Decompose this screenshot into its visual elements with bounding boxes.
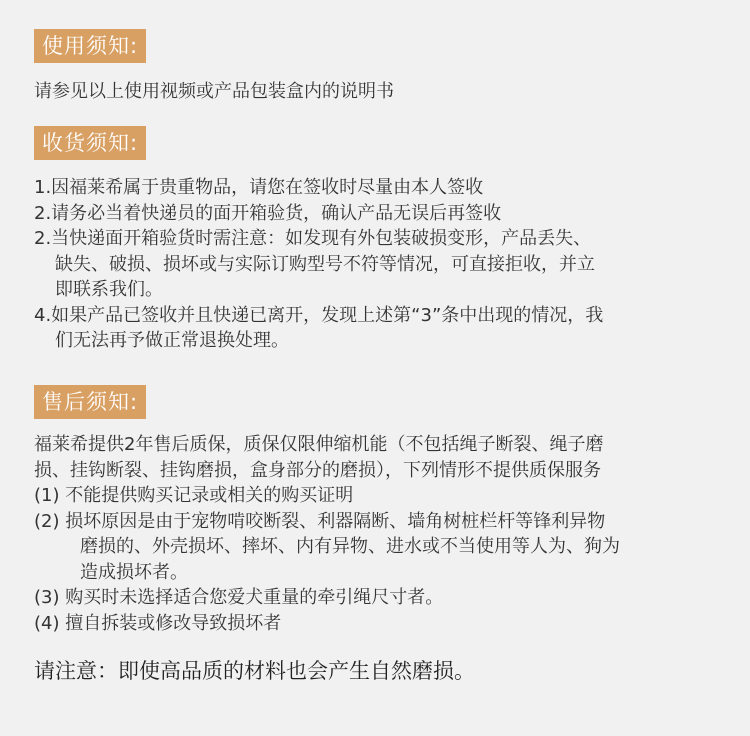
aftersale-line: (3) 购买时未选择适合您爱犬重量的牵引绳尺寸者。: [34, 587, 444, 608]
usage-section-body: [34, 79, 734, 105]
aftersale-line: (2) 损坏原因是由于宠物啃咬断裂、利器隔断、墙角树桩栏杆等锋利异物: [34, 510, 606, 532]
receipt-section-body: [34, 175, 734, 354]
receipt-line: 1.因福莱希属于贵重物品，请您在签收时尽量由本人签收: [34, 177, 484, 198]
usage-line: 请参见以上使用视频或产品包装盒内的说明书: [34, 81, 394, 102]
receipt-section-title: 收货须知:: [34, 126, 146, 160]
aftersale-line: 磨损的、外壳损坏、摔坏、内有异物、进水或不当使用等人为、狗为: [80, 536, 620, 557]
usage-section-title: 使用须知:: [34, 29, 146, 63]
aftersale-section-body: [34, 432, 734, 636]
receipt-line: 2.请务必当着快递员的面开箱验货，确认产品无误后再签收: [34, 202, 502, 224]
aftersale-line: 造成损坏者。: [80, 561, 188, 583]
receipt-line: 2.当快递面开箱验货时需注意：如发现有外包装破损变形，产品丢失、: [34, 228, 592, 249]
receipt-line: 们无法再予做正常退换处理。: [55, 330, 289, 351]
aftersale-line: (1) 不能提供购买记录或相关的购买证明: [34, 485, 354, 506]
receipt-line: 即联系我们。: [55, 279, 163, 300]
final-note: 请注意：即使高品质的材料也会产生自然磨损。: [34, 659, 475, 683]
aftersale-line: (4) 擅自拆装或修改导致损坏者: [34, 612, 282, 634]
aftersale-line: 损、挂钩断裂、挂钩磨损，盒身部分的磨损），下列情形不提供质保服务: [34, 459, 601, 481]
receipt-line: 缺失、破损、损坏或与实际订购型号不符等情况，可直接拒收，并立: [55, 253, 595, 275]
aftersale-line: 福莱希提供2年售后质保，质保仅限伸缩机能（不包括绳子断裂、绳子磨: [34, 434, 604, 455]
receipt-line: 4.如果产品已签收并且快递已离开，发现上述第“3”条中出现的情况，我: [34, 304, 604, 326]
aftersale-section-title: 售后须知:: [34, 385, 146, 419]
